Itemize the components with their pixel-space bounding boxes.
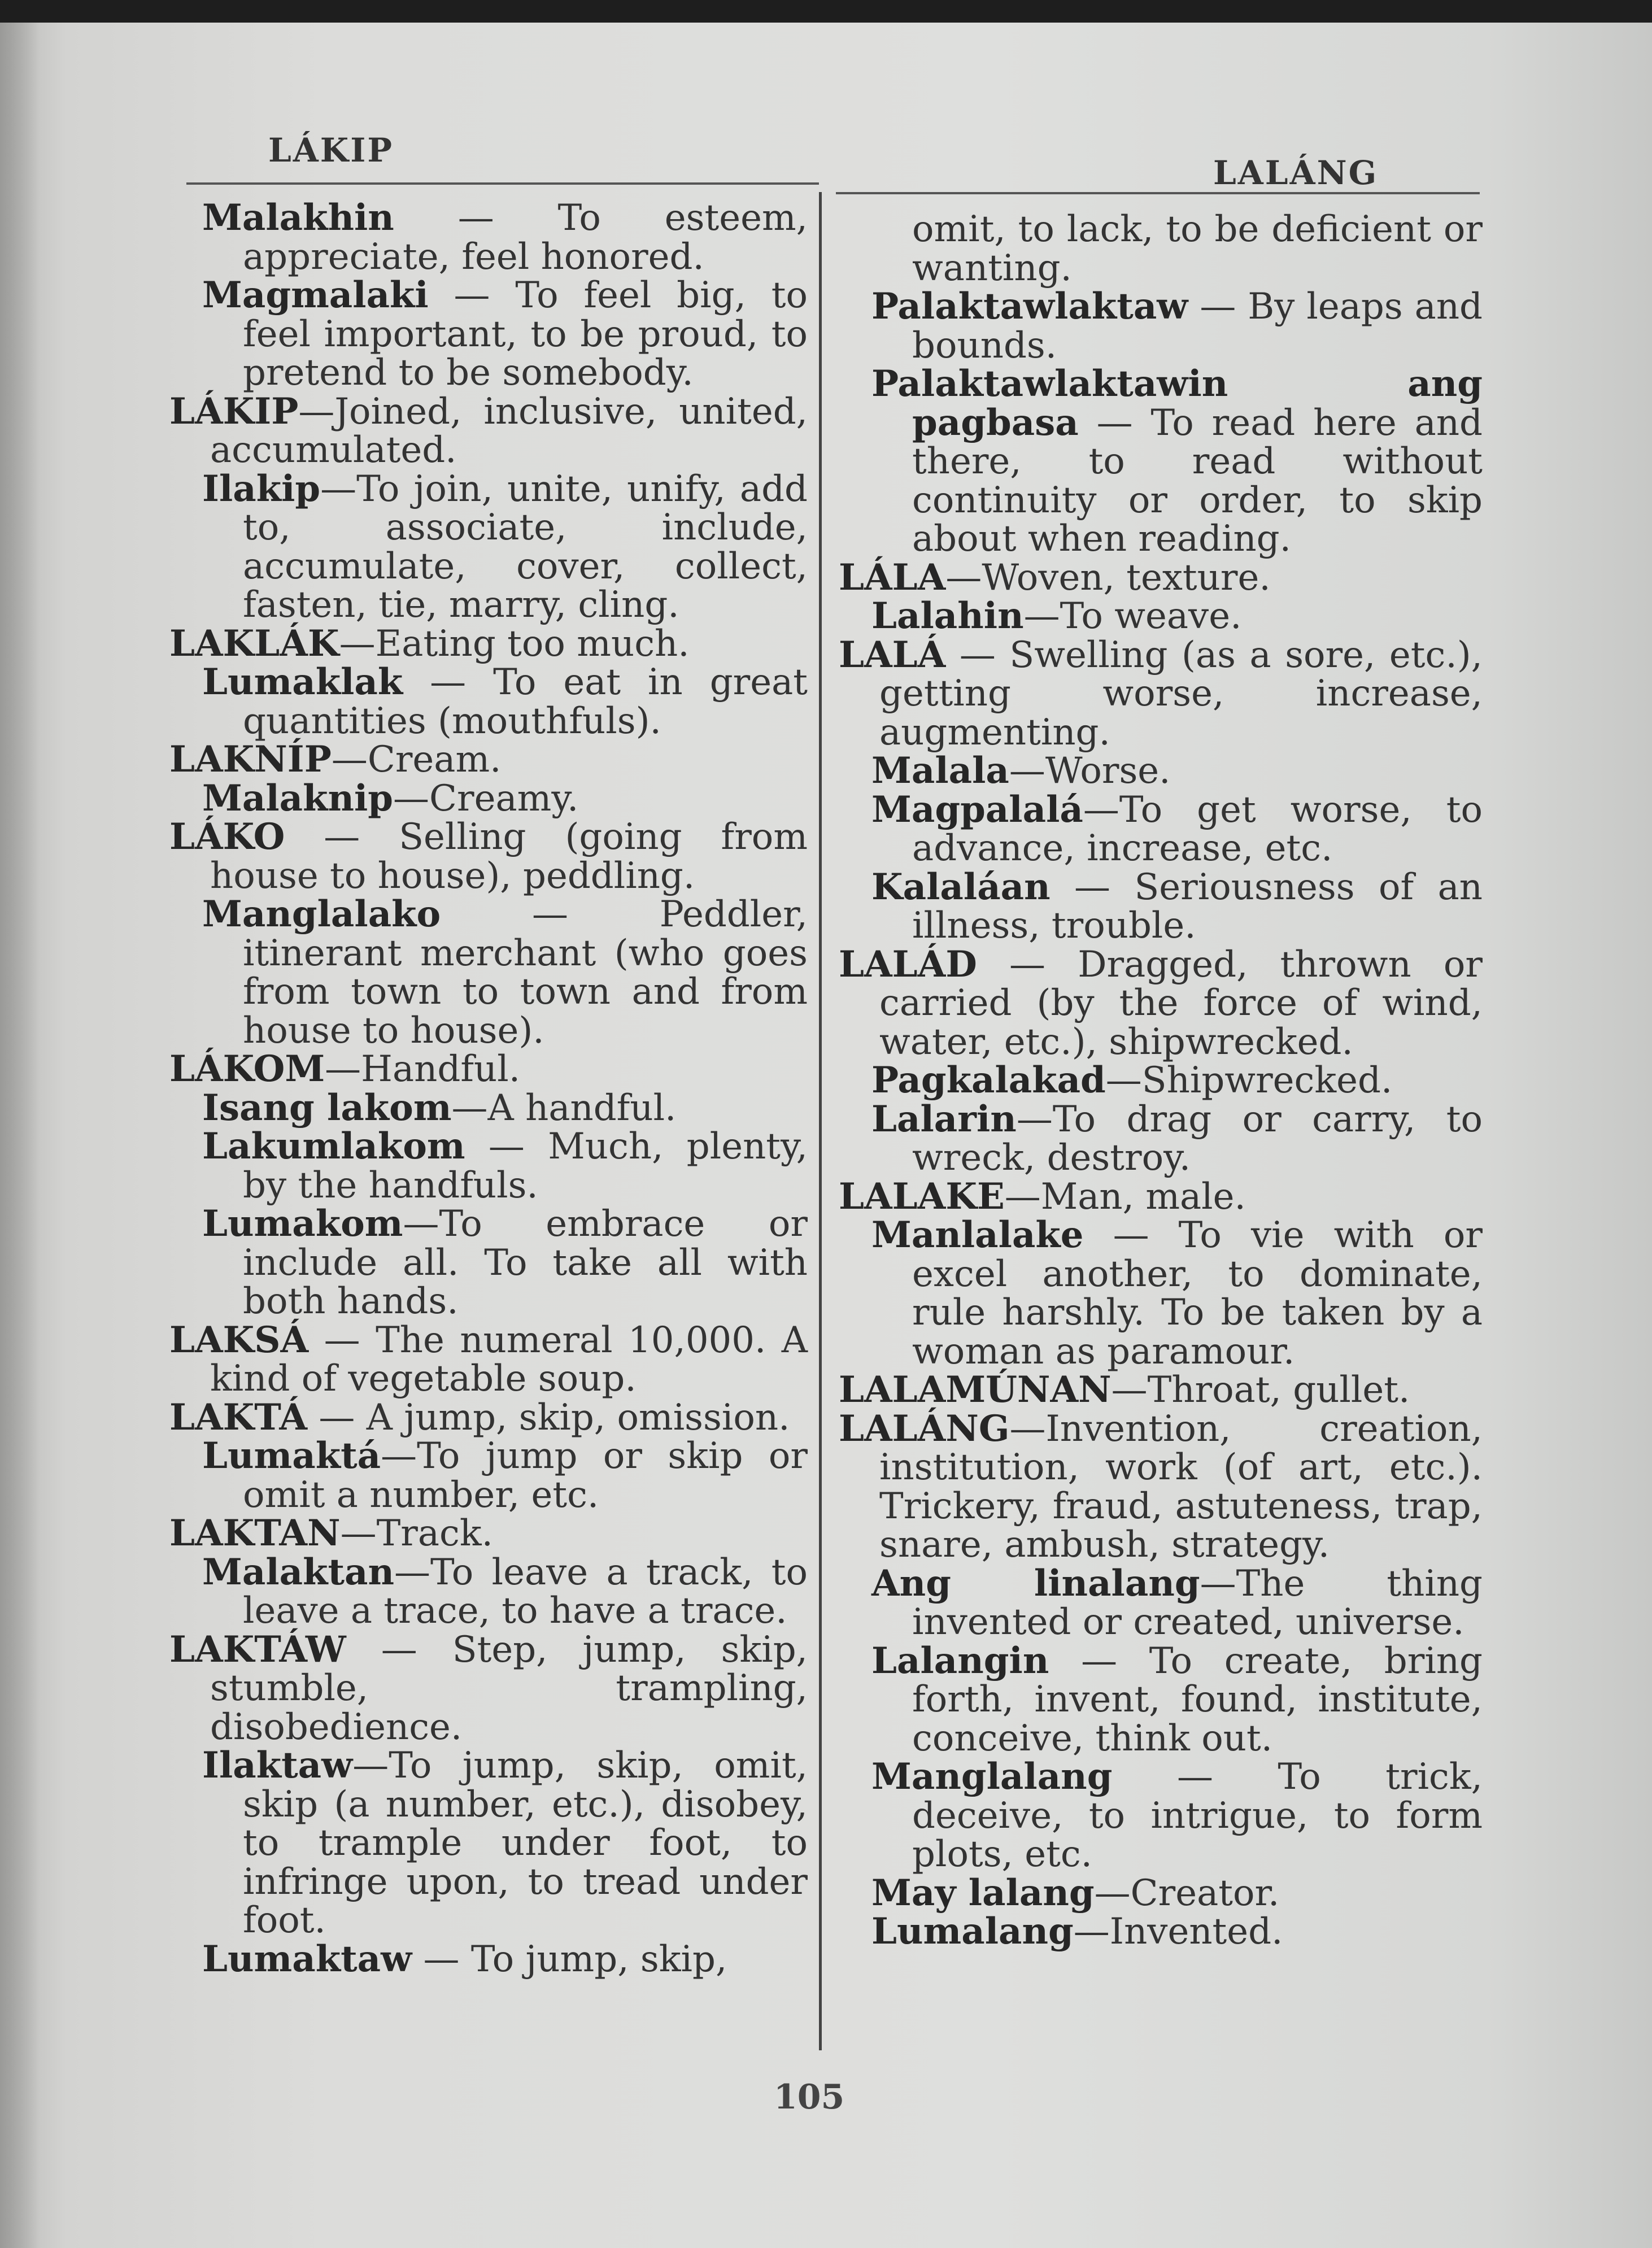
entry-separator: — [1083,1214,1179,1256]
running-head-right: LALÁNG [1213,154,1379,192]
entry-separator: — [320,468,357,510]
entry-term: Lalarin [871,1097,1017,1140]
entry-definition: To feel big, to feel important, to be proud, to pretend to be somebody. [243,275,808,394]
entry-definition: A jump, skip, omission. [366,1396,790,1439]
subentry [169,1746,808,1940]
headword-entry [169,1628,808,1748]
entry-separator: — [403,661,494,703]
entry-definition: The numeral 10,000. A kind of vegetable soup. [210,1319,808,1400]
entry-term: Malaktan [202,1550,394,1593]
entry-definition: To jump or skip or omit a number, etc. [243,1435,808,1516]
entry-separator: — [945,556,982,599]
entry-definition: A handful. [487,1087,677,1129]
header-rule-right [836,192,1480,194]
headword-entry [169,740,808,779]
entry-separator: — [346,1628,452,1671]
entry-separator: — [977,943,1078,986]
entry-definition: Selling (going from house to house), peddling. [210,816,808,897]
entry-term: LAKTÁW [169,1628,346,1671]
entry-term: LAKLÁK [169,622,339,665]
right-column [839,210,1483,1951]
entry-separator: — [1094,1872,1131,1914]
entry-definition: Seriousness of an illness, trouble. [912,866,1483,947]
entry-separator: — [1049,1640,1149,1682]
entry-definition: Handful. [361,1048,521,1090]
subentry [169,276,808,393]
entry-term: LAKTAN [169,1512,341,1554]
entry-definition: To read here and there, to read without continuity or order, to skip about when reading. [912,402,1483,560]
entry-term: Lalahin [871,595,1024,637]
entry-term: Ang linalang [871,1562,1200,1605]
subentry [169,779,808,818]
headword-entry [169,1396,808,1439]
subentry [169,663,808,740]
entry-definition: To jump, skip, omit, skip (a number, etc.), disobey, to trample under foot, to infringe upon, to tread under foot. [243,1745,808,1941]
entry-separator: — [381,1435,417,1477]
entry-term: LÁLA [839,556,946,599]
entry-term: LAKTÁ [169,1396,308,1439]
entry-definition: Eating too much. [375,622,690,665]
entry-term: Palaktawlaktaw [871,285,1188,328]
subentry [839,1755,1483,1875]
entry-separator: — [1050,866,1135,908]
subentry [169,1086,808,1129]
entry-separator: — [1016,1098,1053,1140]
entry-term: LÁKO [169,816,285,858]
subentry [169,1937,808,1980]
page-binding-shadow [0,23,40,2248]
entry-separator: — [394,1551,430,1593]
subentry [839,1216,1483,1371]
entry-definition: Much, plenty, by the handfuls. [243,1126,808,1206]
entry-separator: — [340,1513,377,1554]
entry-definition: Throat, gullet. [1147,1369,1410,1411]
entry-definition: To esteem, appreciate, feel honored. [243,197,808,278]
entry-separator: — [945,634,1010,676]
entry-separator: — [352,1745,389,1787]
headword-entry [839,556,1483,599]
headword-entry [839,1371,1483,1410]
headword-entry [839,1407,1483,1566]
entry-term: Malaknip [202,777,394,820]
entry-separator: — [465,1126,548,1167]
entry-separator: — [1188,286,1248,328]
subentry [169,1550,808,1632]
entry-definition: By leaps and bounds. [912,286,1483,367]
entry-term: Manglalako [202,893,441,935]
entry-term: Lakumlakom [202,1125,465,1167]
headword-entry [169,390,808,471]
subentry [839,752,1483,791]
headword-entry [839,1175,1483,1218]
subentry [839,1562,1483,1643]
headword-entry [169,1514,808,1553]
entry-separator: — [451,1087,488,1129]
entry-separator: — [308,1319,376,1361]
subentry [169,895,808,1050]
entry-separator: — [1023,595,1060,637]
entry-definition: To leave a track, to leave a trace, to have a trace. [243,1551,808,1632]
entry-term: Lumalang [871,1910,1074,1953]
entry-term: LALAMÚNAN [839,1369,1111,1411]
entry-definition: To drag or carry, to wreck, destroy. [912,1098,1483,1179]
entry-term: May lalang [871,1871,1095,1914]
entry-definition: omit, to lack, to be deficient or wanting. [912,208,1483,289]
entry-separator: — [403,1203,439,1245]
entry-term: LALÁ [839,633,946,676]
headword-entry [169,1050,808,1089]
entry-separator: — [325,1048,361,1090]
entry-definition: To jump, skip, [470,1938,727,1980]
left-column [169,199,808,1979]
entry-term: Malala [871,750,1009,792]
column-divider [819,192,822,2050]
entry-definition: Step, jump, skip, stumble, trampling, disobedience. [210,1628,808,1748]
entry-separator: — [1004,1175,1041,1218]
headword-entry [839,943,1483,1063]
entry-term: Palaktawlaktawin ang pagbasa [871,363,1483,444]
entry-separator: — [393,777,430,820]
entry-separator: — [1078,402,1151,444]
subentry [839,1912,1483,1951]
entry-term: LAKNÍP [169,738,332,781]
subentry [839,788,1483,869]
entry-definition: Joined, inclusive, united, accumulated. [210,390,808,471]
entry-separator: — [1105,1060,1142,1101]
headword-entry [169,818,808,895]
entry-term: Isang lakom [202,1086,452,1129]
entry-definition: Invented. [1109,1911,1283,1953]
running-head-left: LÁKIP [268,131,394,169]
subentry [169,1437,808,1514]
entry-definition: Peddler, itinerant merchant (who goes from town to town and from house to house). [243,894,808,1052]
entry-separator: — [298,390,335,433]
entry-definition: To eat in great quantities (mouthfuls). [243,661,808,742]
entry-definition: Creamy. [429,777,579,820]
entry-term: Pagkalakad [871,1059,1106,1101]
subentry [169,1127,808,1205]
entry-definition: The thing invented or created, universe. [912,1562,1483,1643]
subentry [839,1097,1483,1179]
entry-term: Lumaklak [202,661,403,703]
entry-term: Lumaktá [202,1435,381,1477]
entry-definition: Dragged, thrown or carried (by the force of wind, water, etc.), shipwrecked. [879,943,1483,1063]
subentry [839,597,1483,636]
subentry [839,1639,1483,1759]
subentry [169,467,808,626]
entry-term: LALAKE [839,1175,1005,1218]
entry-term: Lumaktaw [202,1937,412,1980]
entry-term: Manglalang [871,1755,1113,1798]
entry-term: Lumakom [202,1203,403,1245]
entry-term: LALÁD [839,943,977,986]
entry-separator: — [1009,1408,1046,1450]
entry-separator: — [441,894,660,935]
headword-entry [169,622,808,665]
entry-separator: — [1009,750,1045,792]
entry-separator: — [339,622,376,665]
subentry [169,1205,808,1321]
scan-top-edge [0,0,1652,23]
entry-definition: To get worse, to advance, increase, etc. [912,788,1483,869]
entry-term: Kalaláan [871,865,1051,908]
entry-separator: — [307,1396,367,1439]
entry-term: LAKSÁ [169,1318,309,1361]
entry-definition: Invention, creation, institution, work (of art, etc.). Trickery, fraud, astuteness, trap, snare, ambush, strategy. [879,1408,1483,1566]
subentry [839,365,1483,559]
entry-term: Malakhin [202,197,394,239]
entry-term: Manlalake [871,1214,1084,1256]
entry-definition: Cream. [367,739,502,781]
entry-term: Ilakip [202,467,321,510]
entry-separator: — [331,739,368,781]
entry-term: LÁKIP [169,390,299,433]
entry-separator: — [1083,788,1119,831]
entry-separator: — [428,275,516,316]
entry-definition: To create, bring forth, invent, found, institute, conceive, think out. [912,1640,1483,1759]
subentry [839,1871,1483,1914]
subentry [169,199,808,276]
entry-separator: — [1111,1369,1148,1411]
subentry [839,1061,1483,1100]
page-number: 105 [774,2077,845,2117]
entry-separator: — [412,1938,471,1980]
continuation-entry [839,210,1483,287]
entry-definition: Man, male. [1040,1175,1246,1218]
entry-term: Lalangin [871,1639,1049,1682]
entry-separator: — [1073,1911,1110,1953]
entry-term: Magmalaki [202,274,429,316]
entry-term: Ilaktaw [202,1744,353,1787]
entry-separator: — [1112,1756,1278,1798]
entry-definition: Creator. [1130,1872,1280,1914]
entry-definition: To vie with or excel another, to dominate, rule harshly. To be taken by a woman as paramour. [912,1214,1483,1373]
entry-separator: — [394,197,558,239]
entry-definition: To weave. [1060,595,1242,637]
headword-entry [169,1318,808,1400]
entry-definition: To embrace or include all. To take all with both hands. [243,1203,808,1322]
entry-separator: — [1200,1562,1236,1605]
entry-definition: Swelling (as a sore, etc.), getting worse, increase, augmenting. [879,634,1483,753]
header-rule-left [186,182,819,185]
entry-term: LÁKOM [169,1048,325,1090]
entry-term: Magpalalá [871,788,1083,831]
subentry [839,287,1483,365]
subentry [839,865,1483,947]
entry-definition: To trick, deceive, to intrigue, to form plots, etc. [912,1756,1483,1875]
entry-term: LALÁNG [839,1407,1010,1450]
headword-entry [839,633,1483,753]
entry-definition: To join, unite, unify, add to, associate, include, accumulate, cover, collect, fasten, tie, marry, cling. [243,468,808,626]
entry-definition: Track. [376,1513,493,1554]
entry-separator: — [285,816,399,858]
entry-definition: Woven, texture. [982,556,1271,599]
entry-definition: Shipwrecked. [1141,1060,1393,1101]
entry-definition: Worse. [1045,750,1171,792]
